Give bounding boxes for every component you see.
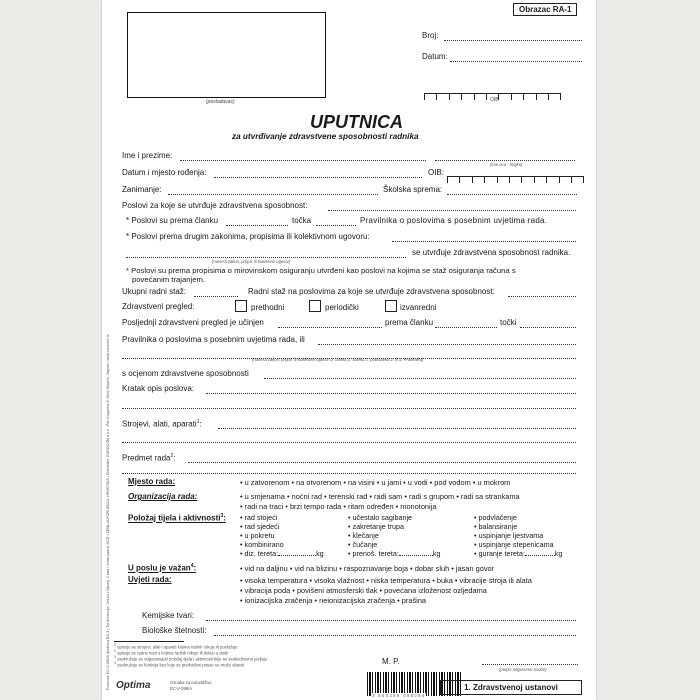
datum-mjesto-field[interactable] xyxy=(214,177,422,178)
polozaj-option[interactable] xyxy=(474,549,562,558)
polozaj-option[interactable]: • rad stojeći xyxy=(240,513,278,522)
employer-stamp-box[interactable] xyxy=(127,12,326,98)
strojevi-field-2[interactable] xyxy=(122,442,576,443)
s-ocjenom-label: s ocjenom zdravstvene sposobnosti xyxy=(122,369,249,378)
footnote-divider xyxy=(114,641,184,642)
uvjeti-options-3[interactable]: • ionizacijska zračenja • neionizacijska zračenja • prašina xyxy=(240,596,427,605)
header-oib-caption: OIB xyxy=(490,97,499,103)
oib-label: OIB: xyxy=(428,168,445,177)
bioloske-field[interactable] xyxy=(214,635,576,636)
posljednji-label: Posljednji zdravstveni pregled je učinjen xyxy=(122,318,264,327)
uvjeti-label: Uvjeti rada: xyxy=(128,575,172,584)
drugim-field-2[interactable] xyxy=(126,257,406,258)
polozaj-option[interactable]: • uspinjanje ljestvama xyxy=(474,531,544,540)
employer-caption: (poslodavac) xyxy=(206,99,235,105)
oib-cells[interactable] xyxy=(424,87,561,94)
kg-unit: kg xyxy=(316,549,324,558)
ime-hint: (ime oca - majke) xyxy=(490,162,523,167)
datum-field[interactable] xyxy=(450,61,582,62)
predmet-field-2[interactable] xyxy=(122,473,576,474)
polozaj-option[interactable]: • podvlačenje xyxy=(474,513,517,522)
footnote-2-text: upisuju se radne tvari s kojima radnik rukuje ili dolazi u dodir xyxy=(117,650,229,656)
polozaj-option[interactable]: • čučanje xyxy=(348,540,378,549)
prema-clanku-field[interactable] xyxy=(435,327,497,328)
prema-clanku-label: prema članku xyxy=(385,318,434,327)
organizacija-options-1[interactable]: • u smjenama • noćni rad • terenski rad • radi sam • radi s grupom • radi sa strankama xyxy=(240,492,520,501)
organizacija-options-2[interactable]: • radi na traci • brzi tempo rada • ritam određen • monotonija xyxy=(240,502,437,511)
footnote-2: $^2$ upisuju se radne tvari s kojima radnik rukuje ili dolazi u dodir xyxy=(114,649,229,656)
datum-label: Datum: xyxy=(422,52,448,61)
poslovi-field[interactable] xyxy=(328,210,576,211)
drugim-label: * Poslovi prema drugim zakonima, propisima ili kolektivnom ugovoru: xyxy=(126,232,370,241)
organizacija-label: Organizacija rada: xyxy=(128,492,198,501)
pravilnika-rada-field[interactable] xyxy=(318,344,576,345)
pravilnika-rada-label: Pravilnika o poslovima s posebnim uvjetima rada, ili xyxy=(122,335,305,344)
form-code-badge: Obrazac RA-1 xyxy=(513,3,577,16)
polozaj-option[interactable]: • klečanje xyxy=(348,531,379,540)
uvjeti-options-1[interactable]: • visoka temperatura • visoka vlažnost • niska temperatura • buka • vibracije stroja ili alata xyxy=(240,576,532,585)
polozaj-option[interactable]: • učestalo sagibanje xyxy=(348,513,413,522)
pregled-label: Zdravstveni pregled: xyxy=(122,302,195,311)
kg-unit: kg xyxy=(554,549,563,558)
posljednji-field[interactable] xyxy=(278,327,382,328)
oib-field[interactable] xyxy=(447,170,584,177)
radni-staz-label: Radni staž na poslovima za koje se utvrđuje zdravstvena sposobnost: xyxy=(248,287,495,296)
predmet-field[interactable] xyxy=(188,462,576,463)
form-sheet xyxy=(102,0,596,700)
diz-tereta-label: • diz. tereta: xyxy=(240,549,279,558)
polozaj-col-3[interactable] xyxy=(474,513,562,558)
footnote-4-text: zaokružuje se funkcija bez koje se predviđeni posao ne može obaviti xyxy=(117,662,245,668)
kemijske-label: Kemijske tvari: xyxy=(142,611,195,620)
pravilnik-label: Pravilnika o poslovima s posebnim uvjetima rada. xyxy=(360,216,548,225)
strojevi-field[interactable] xyxy=(218,428,576,429)
ukupni-field[interactable] xyxy=(194,296,238,297)
izvanredni-checkbox[interactable] xyxy=(385,300,397,312)
brand-small-1: Oznaka za naruddžbu: xyxy=(170,680,213,685)
footnote-4: $^4$ zaokružuje se funkcija bez koje se predviđeni posao ne može obaviti xyxy=(114,661,245,668)
navesti-hint-2: (navesti zakon, propis ili kolektivni ugovor iz članka 2. stavka 1. podstavka 2. ili 3. Pravilnika) xyxy=(252,357,424,362)
kratak-field-2[interactable] xyxy=(122,408,576,409)
polozaj-col-2[interactable] xyxy=(348,513,440,558)
sidebar-product-info: Proizvod: EC-V-396/A Uputnica RA-1 • Tip dimenzije: Set A4 • Opseg: 2 lista • Vrsta papira: NCR • ZEMLJA PORIJEKLA: HRVATSKA • Distributer: EUROCOM d.o.o., Put Vroganina 8, Donji Stupnik, Zagreb • www.eurocom.hr xyxy=(106,333,110,690)
polozaj-label: Položaj tijela i aktivnosti$^3$: xyxy=(128,513,226,523)
periodicki-checkbox[interactable] xyxy=(309,300,321,312)
prethodni-checkbox[interactable] xyxy=(235,300,247,312)
predmet-label: Predmet rada$^2$: xyxy=(122,453,176,463)
s-ocjenom-field[interactable] xyxy=(264,378,576,379)
zanimanje-label: Zanimanje: xyxy=(122,185,162,194)
polozaj-option[interactable]: • uspinjanje stepenicama xyxy=(474,540,554,549)
kg-unit: kg xyxy=(432,549,441,558)
datum-mjesto-label: Datum i mjesto rođenja: xyxy=(122,168,207,177)
prenos-tereta-label: • prenoš. tereta: xyxy=(348,549,399,558)
predmet-text: Predmet rada xyxy=(122,453,171,463)
strojevi-text: Strojevi, alati, aparati xyxy=(122,419,197,429)
footnote-3: $^3$ zaokružuje se odgovarajući položaj tijela i aktivnosti koje se svakodnevno javljaju xyxy=(114,655,268,662)
polozaj-option[interactable]: • rad sjedeći xyxy=(240,522,280,531)
footnote-1: $^1$ upisuju se strojevi, alati i aparati kojima radnik rukuje ili poslužuje xyxy=(114,643,238,650)
ime-field[interactable] xyxy=(180,160,426,161)
footnote-3-text: zaokružuje se odgovarajući položaj tijela i aktivnosti koje se svakodnevno javljaju xyxy=(117,656,268,662)
form-title: UPUTNICA xyxy=(310,112,403,132)
u-poslu-text: U poslu je važan xyxy=(128,563,191,573)
bioloske-label: Biološke štetnosti: xyxy=(142,626,207,635)
radni-staz-field[interactable] xyxy=(508,296,576,297)
periodicki-label: periodički xyxy=(325,303,359,312)
brand-small-2: EC-V-396/A xyxy=(170,686,193,691)
polozaj-col-1[interactable] xyxy=(240,513,324,558)
polozaj-option[interactable]: • balansiranje xyxy=(474,522,518,531)
kratak-label: Kratak opis poslova: xyxy=(122,384,195,393)
form-subtitle: za utvrđivanje zdravstvene sposobnosti radnika xyxy=(232,132,419,141)
poslovi-label: Poslovi za koje se utvrđuje zdravstvena sposobnost: xyxy=(122,201,308,210)
clanak-label: * Poslovi su prema članku xyxy=(126,216,219,225)
potpis-caption: (potpis odgovorne osobe) xyxy=(499,667,547,672)
broj-label: Broj: xyxy=(422,31,439,40)
mp-label: M. P. xyxy=(382,657,400,666)
navesti-hint: (navesti zakon, propis ili kolektivni ugovor) xyxy=(212,259,291,264)
skolska-field[interactable] xyxy=(447,194,577,195)
mirovinsko-text-1: * Poslovi su prema propisima o mirovinskom osiguranju utvrđeni kao poslovi na kojima se staž osiguranja računa s xyxy=(126,266,516,275)
izvanredni-label: izvanredni xyxy=(400,303,437,312)
kemijske-field[interactable] xyxy=(206,620,576,621)
tocki-label: točki xyxy=(500,318,517,327)
tocki-field[interactable] xyxy=(520,327,576,328)
signature-field[interactable] xyxy=(482,664,578,665)
footnote-1-text: upisuju se strojevi, alati i aparati kojima radnik rukuje ili poslužuje xyxy=(117,644,238,650)
polozaj-option[interactable]: • zakretanje trupa xyxy=(348,522,405,531)
uvjeti-options-2[interactable]: • vibracija poda • povišeni atmosferski tlak • povećana izloženost ozljedama xyxy=(240,586,487,595)
mjesto-options[interactable]: • u zatvorenom • na otvorenom • na visini • u jami • u vodi • pod vodom • u mokrom xyxy=(240,478,511,487)
polozaj-option[interactable]: • kombinirano xyxy=(240,540,284,549)
guranje-tereta-label: • guranje tereta: xyxy=(474,549,525,558)
broj-field[interactable] xyxy=(444,40,582,41)
prethodni-label: prethodni xyxy=(251,303,285,312)
barcode-digits: 3 850289 088094 xyxy=(372,693,426,698)
ukupni-label: Ukupni radni staž: xyxy=(122,287,187,296)
tocka-field[interactable] xyxy=(316,225,356,226)
drugim-field[interactable] xyxy=(392,241,576,242)
mirovinsko-text-2: povećanim trajanjem. xyxy=(132,275,206,284)
ime-oca-field[interactable] xyxy=(435,160,575,161)
kratak-field[interactable] xyxy=(206,393,576,394)
skolska-label: Školska sprema: xyxy=(383,185,443,194)
tocka-label: točka xyxy=(292,216,312,225)
destination-box: 1. Zdravstvenoj ustanovi xyxy=(440,680,582,695)
se-utvrduje-label: se utvrđuje zdravstvena sposobnost radnika. xyxy=(412,248,571,257)
mjesto-label: Mjesto rada: xyxy=(128,477,176,486)
polozaj-option[interactable] xyxy=(240,549,324,558)
strojevi-label: Strojevi, alati, aparati$^1$: xyxy=(122,419,202,429)
u-poslu-label: U poslu je važan$^4$: xyxy=(128,563,197,573)
ime-label: Ime i prezime: xyxy=(122,151,173,160)
polozaj-text: Položaj tijela i aktivnosti xyxy=(128,513,221,523)
brand-logo: Optima xyxy=(116,680,151,691)
polozaj-option[interactable] xyxy=(348,549,440,558)
zanimanje-field[interactable] xyxy=(168,194,378,195)
polozaj-option[interactable]: • u pokretu xyxy=(240,531,275,540)
clanak-field[interactable] xyxy=(226,225,288,226)
u-poslu-options[interactable]: • vid na daljinu • vid na blizinu • raspoznavanje boja • dobar sluh • jasan govor xyxy=(240,564,495,573)
